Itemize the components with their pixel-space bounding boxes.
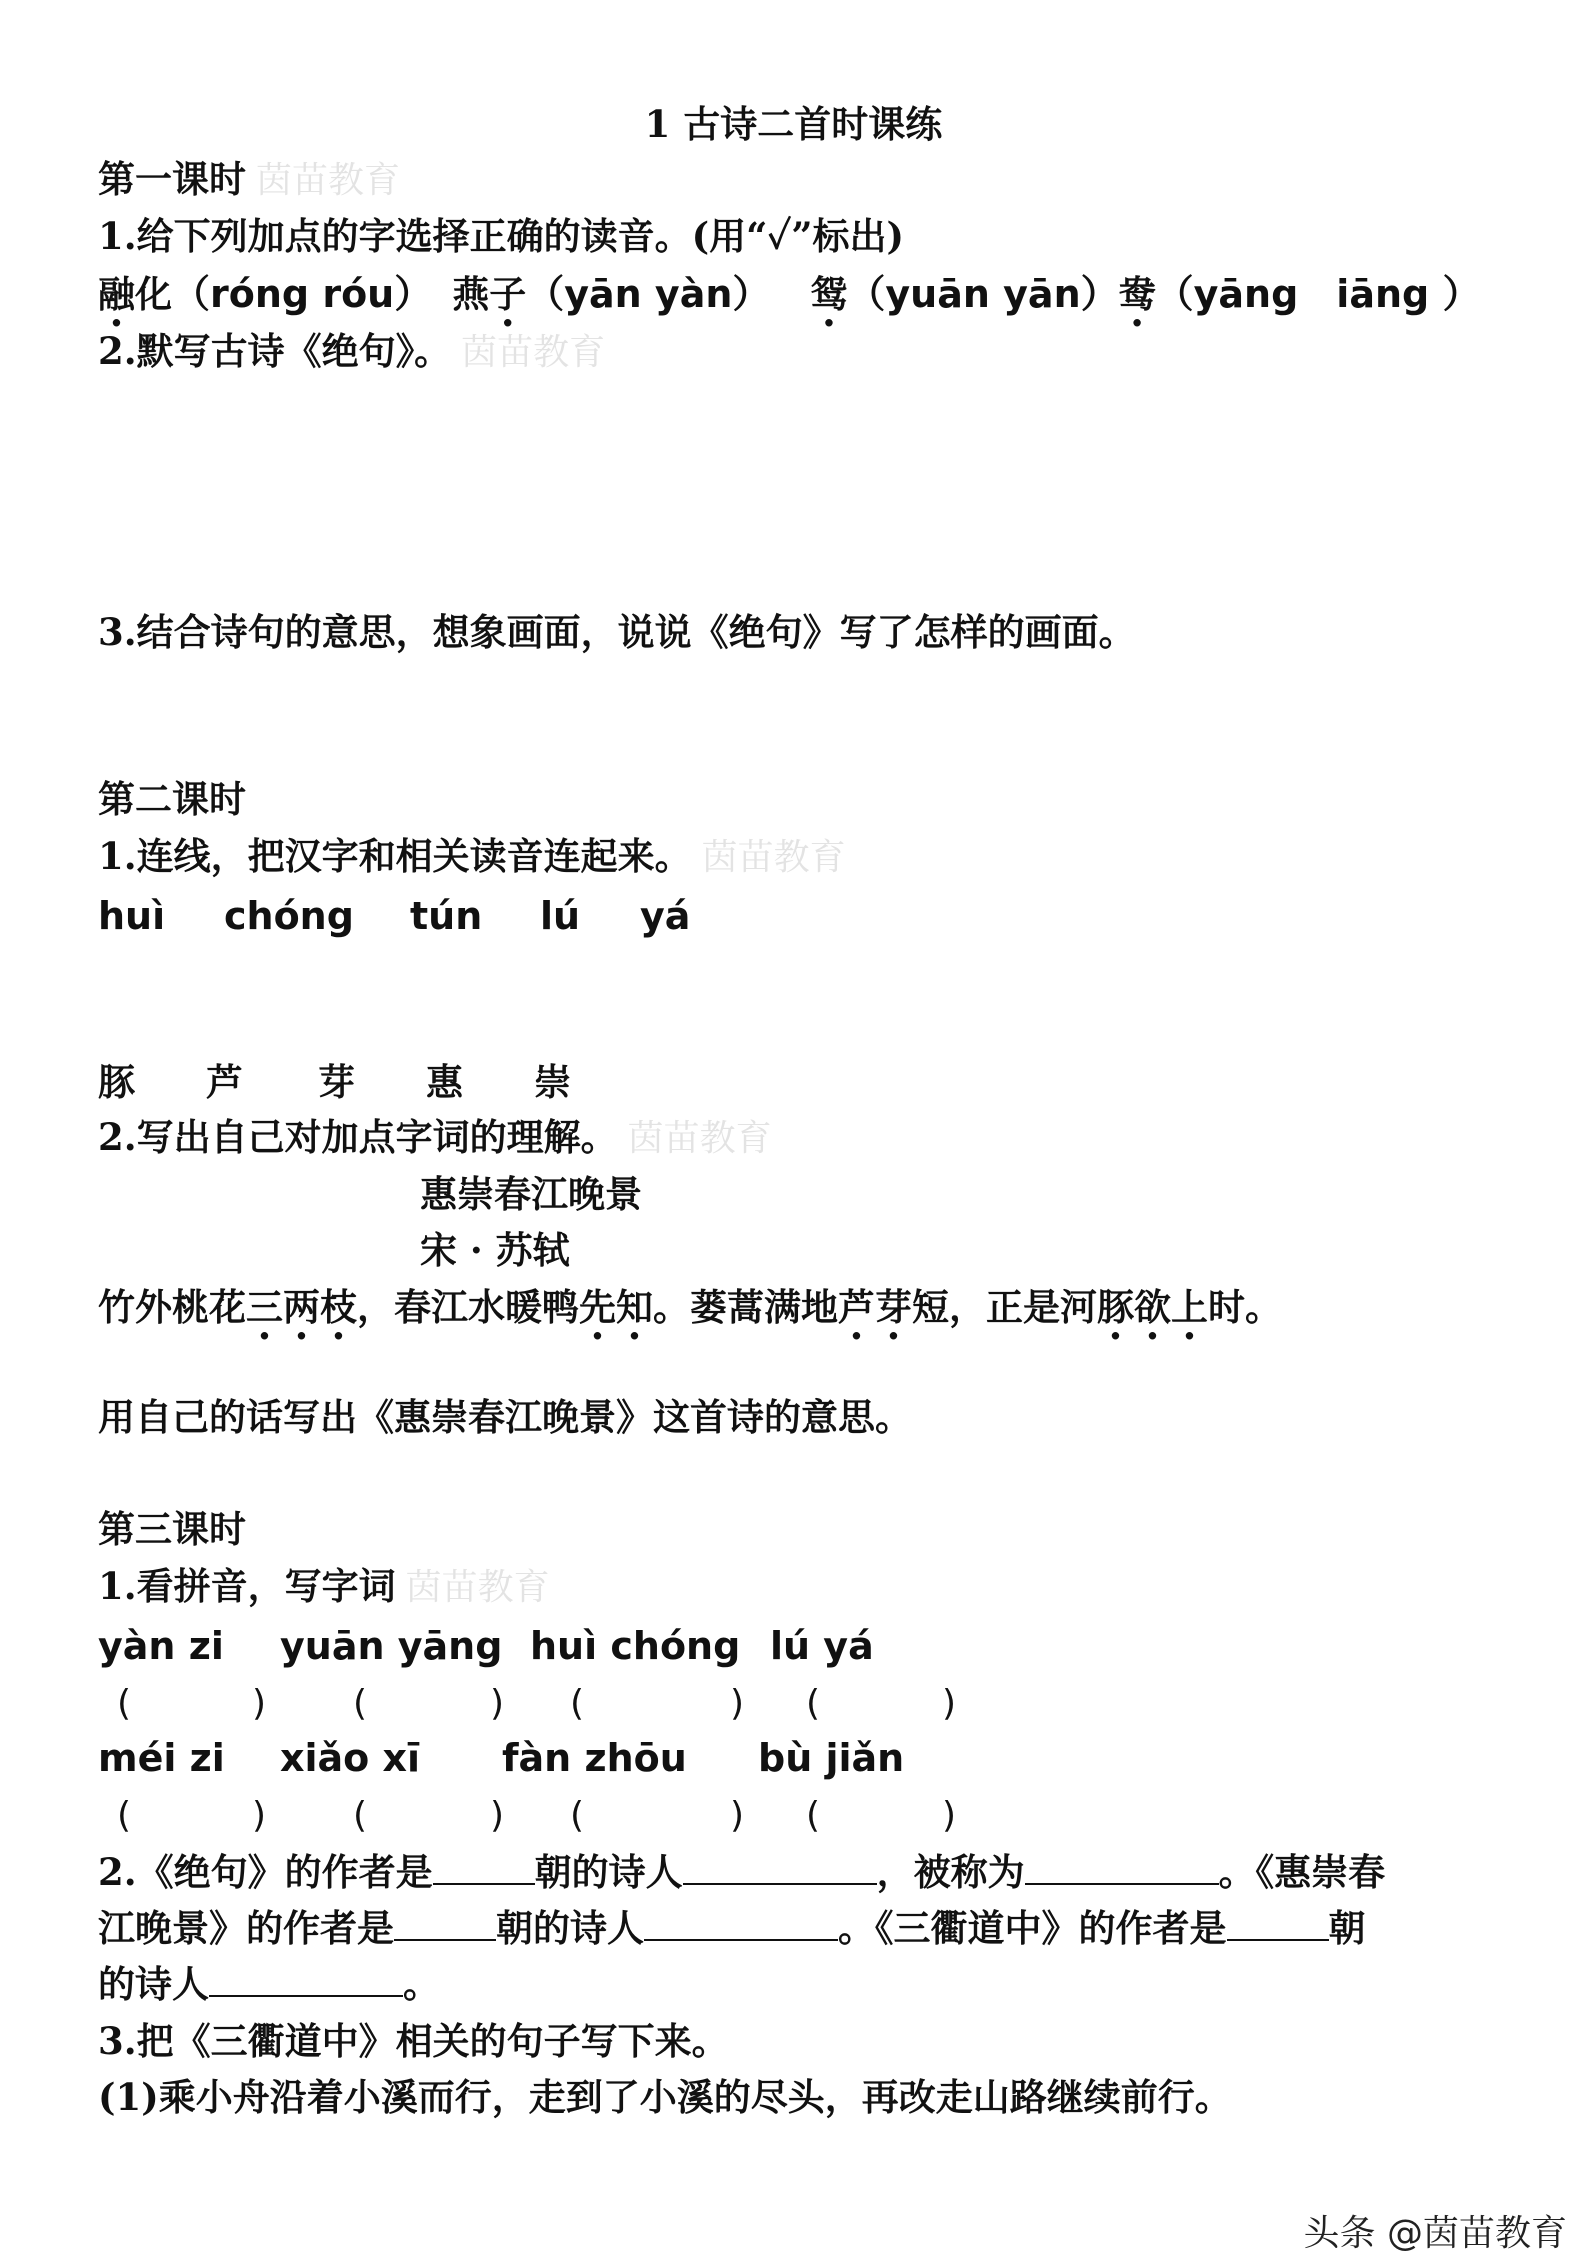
pinyin-item: fàn zhōu bbox=[502, 1736, 687, 1780]
paren-open: ( bbox=[806, 1683, 821, 1724]
char-item: 崇 bbox=[534, 1060, 571, 1104]
char-item: 惠 bbox=[426, 1060, 463, 1104]
lesson1-q3: 3.结合诗句的意思，想象画面，说说《绝句》写了怎样的画面。 bbox=[98, 610, 1136, 654]
lesson1-q1-items bbox=[98, 270, 1480, 318]
lesson2-q2-row bbox=[98, 1113, 772, 1163]
answer-blank[interactable] bbox=[209, 1961, 403, 1997]
poem-segment: 时。 bbox=[1208, 1285, 1282, 1329]
poem-segment: 短，正是河 bbox=[912, 1285, 1097, 1329]
char: 燕 bbox=[452, 272, 490, 316]
answer-blank[interactable] bbox=[683, 1849, 877, 1885]
lesson1-q1: 1.给下列加点的字选择正确的读音。(用“✓”标出) bbox=[98, 214, 905, 258]
fill-text: 。 bbox=[403, 1962, 440, 2006]
dotted-char: 融 bbox=[98, 272, 135, 316]
poem-segment: 。蒌蒿满地 bbox=[653, 1285, 838, 1329]
watermark: 茵苗教育 bbox=[627, 1118, 772, 1159]
pinyin-item: yuān yāng bbox=[280, 1624, 503, 1668]
paren-close: ) bbox=[252, 1683, 267, 1724]
paren-close: ) bbox=[252, 1795, 267, 1836]
paren-open: ( bbox=[117, 1683, 132, 1724]
lesson3-heading: 第三课时 bbox=[98, 1507, 246, 1551]
paren-open: ( bbox=[570, 1683, 585, 1724]
watermark: 茵苗教育 bbox=[405, 1567, 550, 1608]
fill-text: ，被称为 bbox=[876, 1850, 1025, 1894]
lesson3-q1-row bbox=[98, 1562, 550, 1612]
watermark: 茵苗教育 bbox=[461, 332, 606, 373]
dotted-char: 芽 bbox=[875, 1285, 912, 1329]
fill-text: 2.《绝句》的作者是 bbox=[98, 1850, 433, 1894]
paren-close: ) bbox=[730, 1795, 745, 1836]
fill-text: 朝 bbox=[1328, 1906, 1366, 1950]
lesson1-heading: 第一课时 bbox=[98, 157, 246, 201]
fill-text: 的诗人 bbox=[98, 1962, 209, 2006]
lesson2-q2: 2.写出自己对加点字词的理解。 bbox=[98, 1115, 618, 1159]
pinyin-choice: （yuān yān） bbox=[847, 272, 1119, 316]
pinyin-item: xiǎo xī bbox=[280, 1736, 421, 1780]
fill-text: 朝的诗人 bbox=[534, 1850, 683, 1894]
lesson1-q2: 2.默写古诗《绝句》。 bbox=[98, 329, 452, 373]
lesson2-q3: 用自己的话写出《惠崇春江晚景》这首诗的意思。 bbox=[98, 1395, 912, 1439]
dotted-char: 鸯 bbox=[1118, 272, 1156, 316]
paren-close: ) bbox=[942, 1683, 957, 1724]
paren-open: ( bbox=[117, 1795, 132, 1836]
paren-open: ( bbox=[806, 1795, 821, 1836]
answer-blank[interactable] bbox=[1025, 1849, 1219, 1885]
pinyin-item: bù jiǎn bbox=[758, 1736, 905, 1780]
pinyin-item: yàn zi bbox=[98, 1624, 224, 1668]
dotted-char: 三 bbox=[246, 1285, 283, 1329]
paren-open: ( bbox=[353, 1795, 368, 1836]
answer-parens-row-1 bbox=[0, 1680, 1587, 1728]
paren-close: ) bbox=[490, 1795, 505, 1836]
poem-segment: 竹外桃花 bbox=[98, 1285, 246, 1329]
lesson3-q3: 3.把《三衢道中》相关的句子写下来。 bbox=[98, 2019, 729, 2063]
pinyin-choice: （yāng iāng ） bbox=[1155, 272, 1481, 316]
poem-author: 宋 · 苏轼 bbox=[420, 1228, 570, 1272]
fill-text: 。《三衢道中》的作者是 bbox=[838, 1906, 1227, 1950]
lesson3-q2-line2 bbox=[98, 1904, 1366, 1952]
lesson2-heading: 第二课时 bbox=[98, 777, 246, 821]
answer-blank[interactable] bbox=[394, 1905, 496, 1941]
char: 化 bbox=[135, 272, 172, 316]
dotted-char: 枝 bbox=[320, 1285, 357, 1329]
watermark: 茵苗教育 bbox=[256, 160, 401, 201]
lesson2-q1-row bbox=[98, 832, 846, 882]
pinyin-choice: （yān yàn） bbox=[526, 272, 771, 316]
pinyin-item: tún bbox=[410, 894, 483, 938]
page-title: 1 古诗二首时课练 bbox=[644, 102, 943, 146]
dotted-char: 鸳 bbox=[810, 272, 848, 316]
pinyin-item: huì chóng bbox=[530, 1624, 741, 1668]
dotted-char: 知 bbox=[616, 1285, 653, 1329]
paren-close: ) bbox=[942, 1795, 957, 1836]
answer-blank[interactable] bbox=[433, 1849, 535, 1885]
lesson3-q1: 1.看拼音，写字词 bbox=[98, 1564, 396, 1608]
lesson1-q2-row bbox=[98, 327, 605, 377]
char-item: 芽 bbox=[318, 1060, 355, 1104]
lesson3-q2-line1 bbox=[98, 1848, 1385, 1896]
lesson2-q1: 1.连线，把汉字和相关读音连起来。 bbox=[98, 834, 692, 878]
dotted-char: 子 bbox=[489, 272, 527, 316]
dotted-char: 芦 bbox=[838, 1285, 875, 1329]
lesson3-q3-1: (1)乘小舟沿着小溪而行，走到了小溪的尽头，再改走山路继续前行。 bbox=[98, 2075, 1232, 2119]
pinyin-item: huì bbox=[98, 894, 166, 938]
answer-blank[interactable] bbox=[644, 1905, 838, 1941]
pinyin-choice: （róng róu） bbox=[172, 272, 433, 316]
paren-open: ( bbox=[353, 1683, 368, 1724]
answer-blank[interactable] bbox=[1227, 1905, 1329, 1941]
dotted-char: 先 bbox=[579, 1285, 616, 1329]
pinyin-item: yá bbox=[640, 894, 691, 938]
poem-text bbox=[98, 1283, 1282, 1331]
paren-open: ( bbox=[570, 1795, 585, 1836]
dotted-char: 两 bbox=[283, 1285, 320, 1329]
pinyin-item: lú yá bbox=[770, 1624, 874, 1668]
answer-parens-row-2 bbox=[0, 1792, 1587, 1840]
fill-text: 。《惠崇春 bbox=[1218, 1850, 1386, 1894]
watermark: 茵苗教育 bbox=[701, 837, 846, 878]
paren-close: ) bbox=[490, 1683, 505, 1724]
pinyin-item: méi zi bbox=[98, 1736, 225, 1780]
lesson1-heading-row bbox=[98, 155, 400, 205]
fill-text: 江晚景》的作者是 bbox=[98, 1906, 394, 1950]
poem-title: 惠崇春江晚景 bbox=[420, 1172, 642, 1216]
lesson3-q2-line3 bbox=[98, 1960, 440, 2008]
dotted-char: 豚 bbox=[1097, 1285, 1134, 1329]
char-item: 豚 bbox=[98, 1060, 135, 1104]
footer-watermark: 头条 @茵苗教育 bbox=[1303, 2213, 1567, 2254]
fill-text: 朝的诗人 bbox=[496, 1906, 644, 1950]
char-item: 芦 bbox=[206, 1060, 243, 1104]
pinyin-item: chóng bbox=[224, 894, 354, 938]
paren-close: ) bbox=[730, 1683, 745, 1724]
poem-segment: ，春江水暖鸭 bbox=[357, 1285, 579, 1329]
dotted-char: 欲 bbox=[1134, 1285, 1171, 1329]
dotted-char: 上 bbox=[1171, 1285, 1208, 1329]
pinyin-item: lú bbox=[540, 894, 581, 938]
